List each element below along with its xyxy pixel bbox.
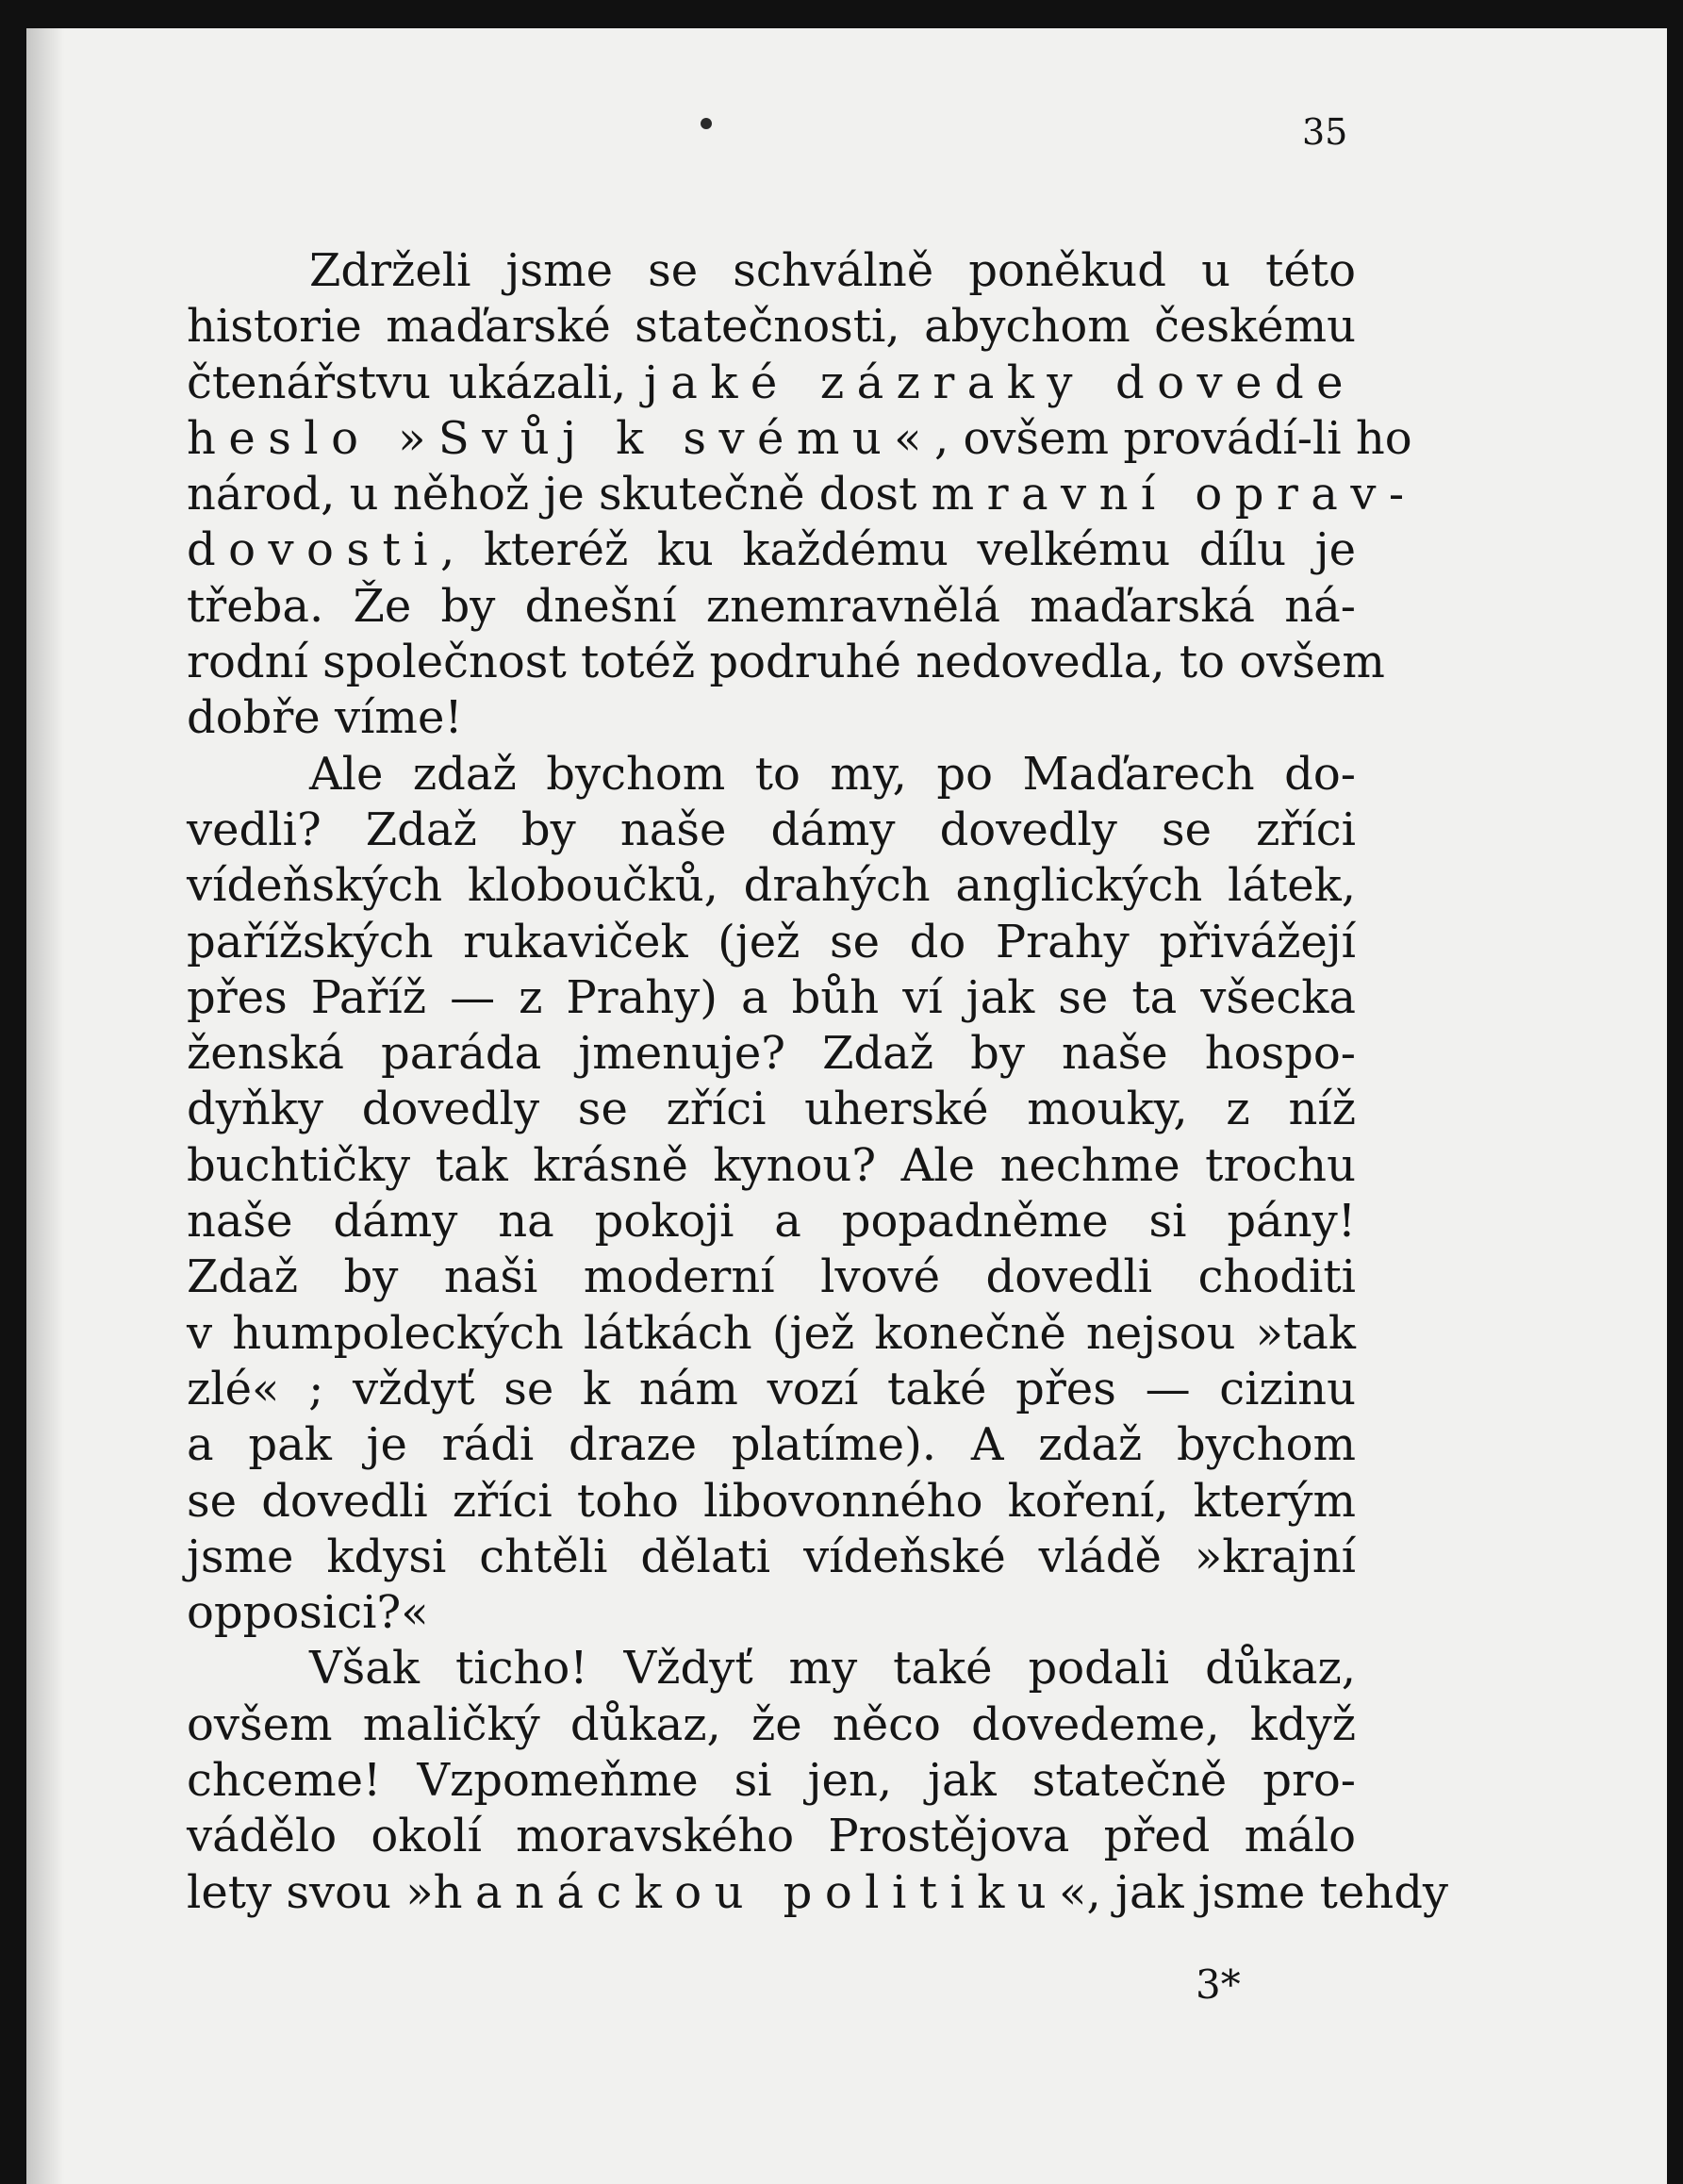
text-line: Však ticho! Vždyť my také podali důkaz, — [309, 1642, 1356, 1696]
text-line: Zdrželi jsme se schválně poněkud u této — [309, 244, 1356, 297]
text-line: dobře víme! — [187, 691, 463, 745]
text-body — [187, 243, 1449, 1921]
book-page — [26, 28, 1667, 2184]
page-edge-shadow — [26, 28, 64, 2184]
text-line: ženská paráda jmenuje? Zdaž by naše hospo- — [187, 1027, 1356, 1081]
text-line: chceme! Vzpomeňme si jen, jak statečně pro- — [187, 1754, 1356, 1808]
text-line: historie maďarské statečnosti, abychom českému — [187, 300, 1356, 354]
spaced-emphasis: dovosti — [187, 523, 440, 577]
spaced-emphasis: jaké zázraky dovede — [643, 356, 1356, 409]
text-line: opposici?« — [187, 1586, 429, 1640]
text-line: pařížských rukaviček (jež se do Prahy přivážejí — [187, 915, 1356, 968]
text-line: národ, u něhož je skutečně dost mravní oprav- — [187, 468, 1417, 521]
text-line: zlé« ; vždyť se k nám vozí také přes — cizinu — [187, 1362, 1356, 1415]
text-line: vídeňských kloboučků, drahých anglických látek, — [187, 859, 1356, 913]
text-line: čtenářstvu ukázali, jaké zázraky dovede — [187, 356, 1356, 409]
text-line: rodní společnost totéž podruhé nedovedla, to ovšem — [187, 636, 1385, 689]
text-line: lety svou »hanáckou politiku«, jak jsme tehdy — [187, 1865, 1449, 1919]
text-line: třeba. Že by dnešní znemravnělá maďarská ná- — [187, 579, 1356, 633]
signature-mark: 3* — [1196, 1961, 1241, 2008]
spaced-emphasis: hanáckou politiku — [433, 1865, 1060, 1919]
text-line: vádělo okolí moravského Prostějova před málo — [187, 1810, 1356, 1863]
text-line: jsme kdysi chtěli dělati vídeňské vládě »krajní — [187, 1530, 1356, 1583]
spaced-emphasis: heslo »Svůj k svému« — [187, 411, 934, 465]
text-line: se dovedli zříci toho libovonného koření, kterým — [187, 1474, 1356, 1528]
text-line: přes Paříž — z Prahy) a bůh ví jak se ta všecka — [187, 970, 1356, 1024]
spaced-emphasis: mravní oprav- — [931, 468, 1417, 521]
text-line: v humpoleckých látkách (jež konečně nejsou »tak — [187, 1306, 1356, 1360]
text-line: Ale zdaž bychom to my, po Maďarech do- — [309, 747, 1356, 801]
text-line: dyňky dovedly se zříci uherské mouky, z níž — [187, 1083, 1356, 1136]
text-line: buchtičky tak krásně kynou? Ale nechme trochu — [187, 1138, 1356, 1192]
text-line: heslo »Svůj k svému«, ovšem provádí-li ho — [187, 411, 1412, 465]
text-line: ovšem maličký důkaz, že něco dovedeme, když — [187, 1697, 1356, 1751]
ink-dot — [701, 118, 712, 129]
page-number: 35 — [1302, 111, 1348, 153]
text-line: vedli? Zdaž by naše dámy dovedly se zříci — [187, 802, 1356, 856]
text-line: a pak je rádi draze platíme). A zdaž bychom — [187, 1418, 1356, 1472]
text-line: naše dámy na pokoji a popadněme si pány! — [187, 1195, 1356, 1249]
text-line: dovosti, kteréž ku každému velkému dílu je — [187, 523, 1356, 577]
text-line: Zdaž by naši moderní lvové dovedli choditi — [187, 1250, 1356, 1304]
